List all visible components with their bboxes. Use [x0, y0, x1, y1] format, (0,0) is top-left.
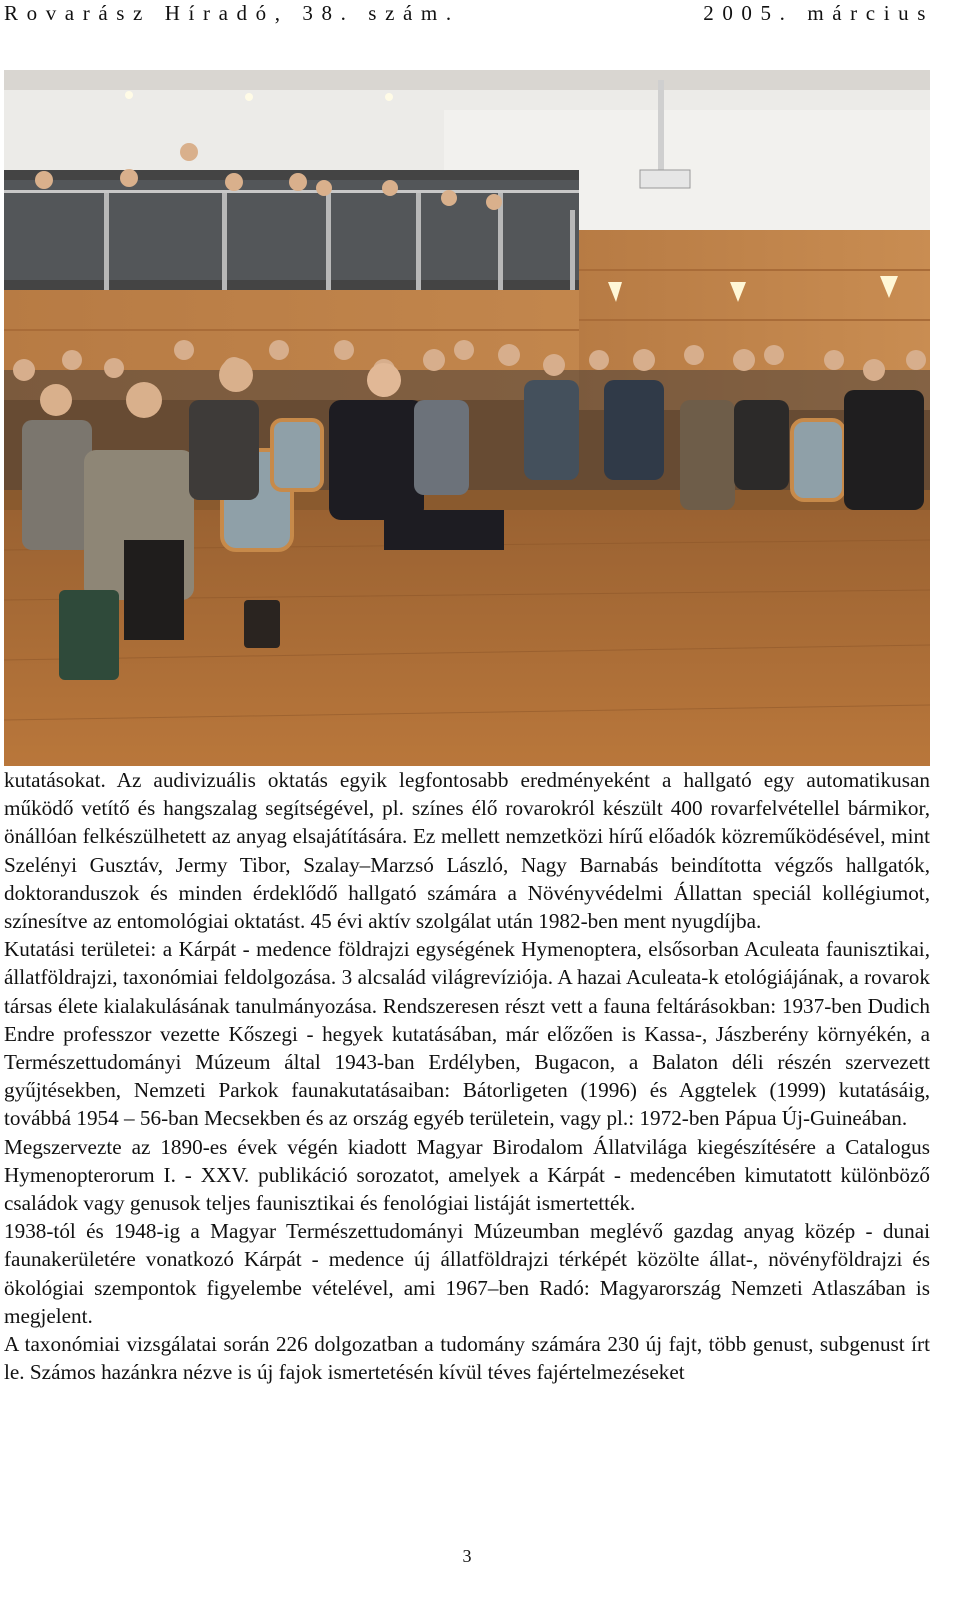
paragraph: A taxonómiai vizsgálatai során 226 dolgozatban a tudomány számára 230 új fajt, több genust, subgenust írt le. Számos hazánkra nézve is új fajok ismertetésén kívül téves fajértelmezéseket [4, 1332, 930, 1385]
running-header [4, 0, 934, 26]
paragraph: 1938-tól és 1948-ig a Magyar Természettudományi Múzeumban meglévő gazdag anyag közép - dunai faunakerületére vonatkozó Kárpát - medence új állatföldrajzi térképét közölte állat-, növényföldrajzi és ökológiai szempontok figyelembe vételével, ami 1967–ben Radó: Magyarország Nemzeti Atlaszában is megjelent. [4, 1219, 930, 1328]
paragraph: Megszervezte az 1890-es évek végén kiadott Magyar Birodalom Állatvilága kiegészítésére a Catalogus Hymenopterorum I. - XXV. publikáció sorozatot, amelyek a Kárpát - medencében kimutatott különböző családok vagy genusok teljes faunisztikai és fenológiai listáját ismertették. [4, 1134, 930, 1216]
page-number: 3 [462, 1546, 472, 1566]
journal-title: Rovarász Híradó, 38. szám. [4, 0, 460, 25]
audience-photo [4, 70, 930, 766]
audience-photo-illustration [4, 70, 930, 766]
paragraph: kutatásokat. Az audivizuális oktatás egyik legfontosabb eredményeként a hallgató egy automatikusan működő vetítő és hangszalag segítségével, pl. színes élő rovarokról készült 400 rovarfelvétellel bármikor, önállóan felkészülhetett az anyag elsajátítására. Ez mellett nemzetközi hírű előadók közreműködésével, mint Szelényi Gusztáv, Jermy Tibor, Szalay–Marzsó László, Nagy Barnabás beindította végzős hallgatók, doktoranduszok és minden érdeklődő hallgató számára a Növényvédelmi Állattan speciál kollégiumot, színesítve az entomológiai oktatást. 45 évi aktív szolgálat után 1982-ben ment nyugdíjba. [4, 768, 930, 934]
issue-date: 2005. március [703, 0, 934, 25]
article-body [4, 766, 930, 1386]
paragraph: Kutatási területei: a Kárpát - medence földrajzi egységének Hymenoptera, elsősorban Aculeata faunisztikai, állatföldrajzi, taxonómiai feldolgozása. 3 alcsalád világrevíziója. A hazai Aculeata-k etológiájának, a rovarok társas élete kialakulásának tanulmányozása. Rendszeresen részt vett a fauna feltárásokban: 1937-ben Dudich Endre professzor vezette Kőszegi - hegyek kutatásában, már előzően is Kassa-, Jászberény környékén, a Természettudományi Múzeum által 1943-ban Erdélyben, Bugacon, a Balaton déli részén szervezett gyűjtésekben, Nemzeti Parkok faunakutatásaiban: Bátorligeten (1996) és Aggtelek (1999) kutatásáig, továbbá 1954 – 56-ban Mecsekben és az ország egyéb területein, vagy pl.: 1972-ben Pápua Új-Guineában. [4, 937, 930, 1131]
